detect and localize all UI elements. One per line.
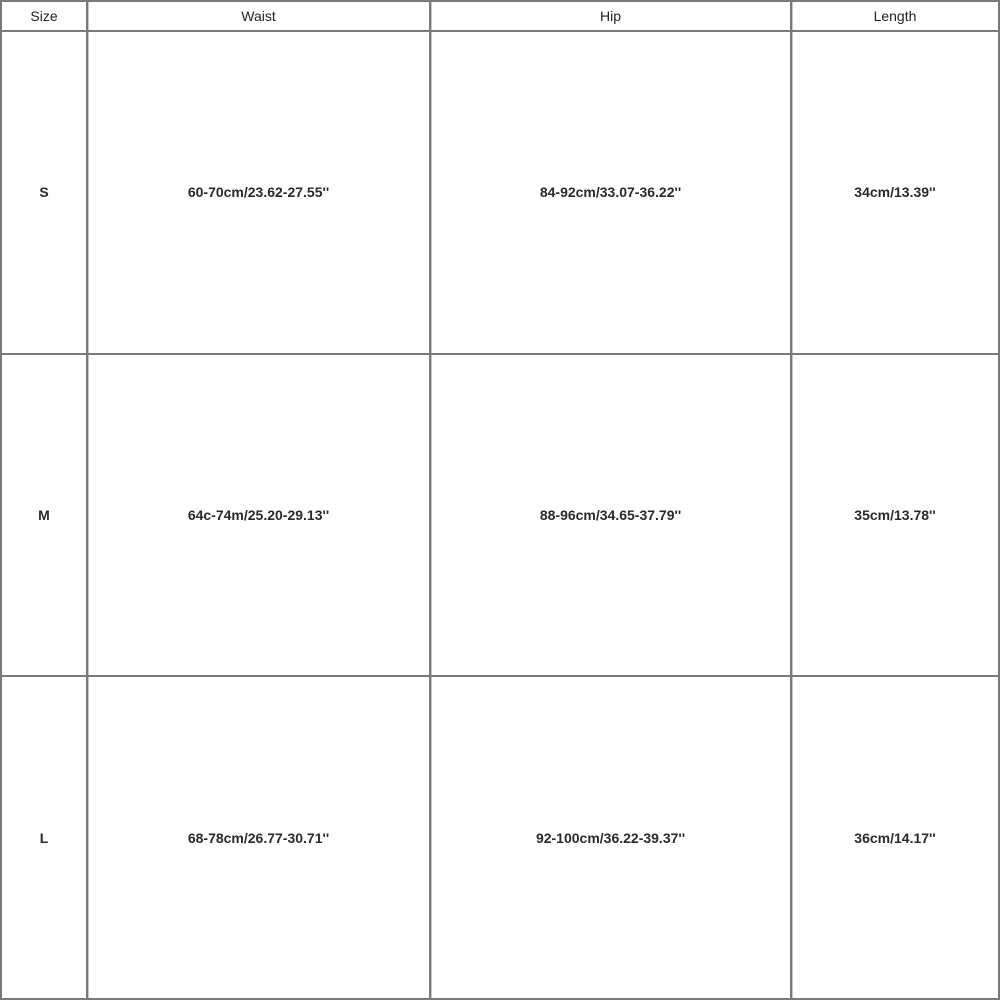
table-row (2, 677, 1000, 1000)
cell-waist: 60-70cm/23.62-27.55'' (88, 32, 431, 355)
cell-waist: 64c-74m/25.20-29.13'' (88, 355, 431, 678)
cell-size: M (2, 355, 88, 678)
cell-length: 34cm/13.39'' (792, 32, 1000, 355)
cell-hip: 92-100cm/36.22-39.37'' (431, 677, 792, 1000)
cell-hip: 88-96cm/34.65-37.79'' (431, 355, 792, 678)
table-header (2, 2, 1000, 32)
table-row (2, 355, 1000, 678)
table-row (2, 32, 1000, 355)
header-length: Length (792, 2, 1000, 32)
header-row (2, 2, 1000, 32)
cell-length: 36cm/14.17'' (792, 677, 1000, 1000)
table-body (2, 32, 1000, 1000)
header-waist: Waist (88, 2, 431, 32)
cell-hip: 84-92cm/33.07-36.22'' (431, 32, 792, 355)
cell-size: L (2, 677, 88, 1000)
cell-size: S (2, 32, 88, 355)
header-size: Size (2, 2, 88, 32)
cell-length: 35cm/13.78'' (792, 355, 1000, 678)
header-hip: Hip (431, 2, 792, 32)
cell-waist: 68-78cm/26.77-30.71'' (88, 677, 431, 1000)
